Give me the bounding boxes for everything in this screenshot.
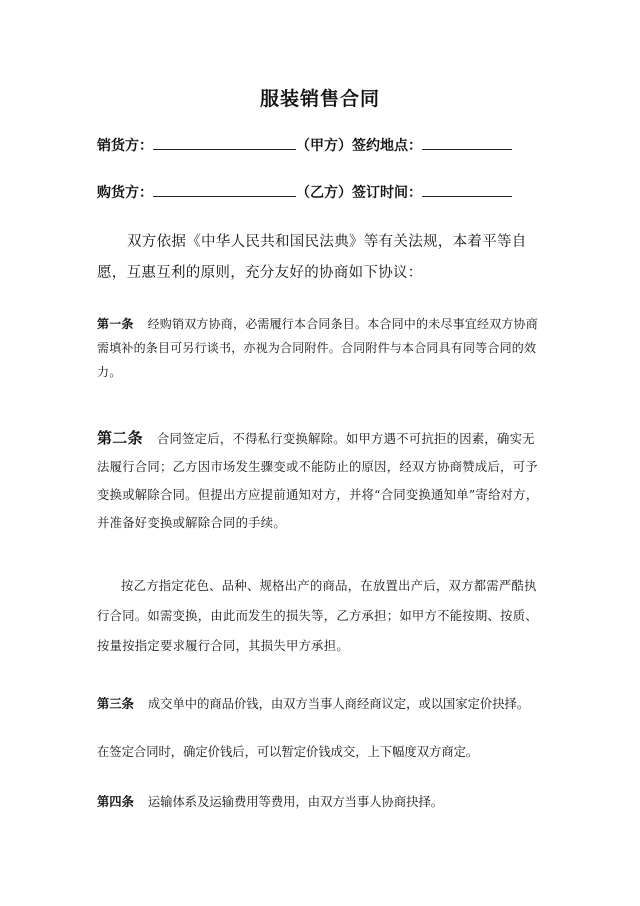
- signing-time-label: 签订时间：: [352, 185, 422, 201]
- page-title: 服装销售合同: [259, 88, 380, 110]
- signing-place-blank[interactable]: [422, 135, 512, 150]
- seller-name-blank[interactable]: [153, 135, 296, 150]
- buyer-line: [97, 182, 512, 202]
- clause-2-head: 第二条: [97, 429, 143, 447]
- signing-place-label: 签约地点：: [352, 138, 422, 154]
- buyer-party-tag: （乙方）: [296, 185, 352, 201]
- clause-3-text: 成交单中的商品价钱，由双方当事人商经商议定，或以国家定价抉择。: [147, 697, 530, 711]
- signing-time-blank[interactable]: [422, 182, 512, 197]
- clause-4: [97, 792, 557, 812]
- clause-1-head: 第一条: [97, 317, 134, 331]
- clause-3-head: 第三条: [97, 696, 134, 711]
- clause-1-text: 经购销双方协商，必需履行本合同条目。本合同中的未尽事宜经双方协商需填补的条目可另行谈书，亦视为合同附件。合同附件与本合同具有同等合同的效力。: [97, 317, 539, 379]
- seller-label: 销货方：: [97, 138, 153, 154]
- buyer-name-blank[interactable]: [153, 182, 296, 197]
- paragraph-3: 按乙方指定花色、品种、规格出产的商品，在放置出产后，双方都需严酷执行合同。如需变换，由此而发生的损失等，乙方承担；如甲方不能按期、按质、按量按指定要求履行合同，其损失甲方承担。: [97, 579, 538, 653]
- seller-line: [97, 135, 512, 155]
- clause-1: [97, 312, 545, 384]
- clause-3: [97, 694, 557, 714]
- clause-4-head: 第四条: [97, 794, 134, 809]
- paragraph-4: 在签定合同时，确定价钱后，可以暂定价钱成交，上下幅度双方商定。: [97, 745, 479, 759]
- clause-4-text: 运输体系及运输费用等费用，由双方当事人协商抉择。: [147, 795, 444, 809]
- clause-2-text: 合同签定后，不得私行变换解除。如甲方遇不可抗拒的因素，确实无法履行合同；乙方因市场发生骤变或不能防止的原因，经双方协商赞成后，可予变换或解除合同。但提出方应提前通知对方，并将“合同变换通知单”寄给对方，并准备好变换或解除合同的手续。: [97, 432, 539, 530]
- buyer-label: 购货方：: [97, 185, 153, 201]
- seller-party-tag: （甲方）: [296, 138, 352, 154]
- intro-paragraph: 双方依据《中华人民共和国民法典》等有关法规，本着平等自愿，互惠互利的原则，充分友好的协商如下协议：: [97, 234, 527, 281]
- clause-2: [97, 424, 545, 537]
